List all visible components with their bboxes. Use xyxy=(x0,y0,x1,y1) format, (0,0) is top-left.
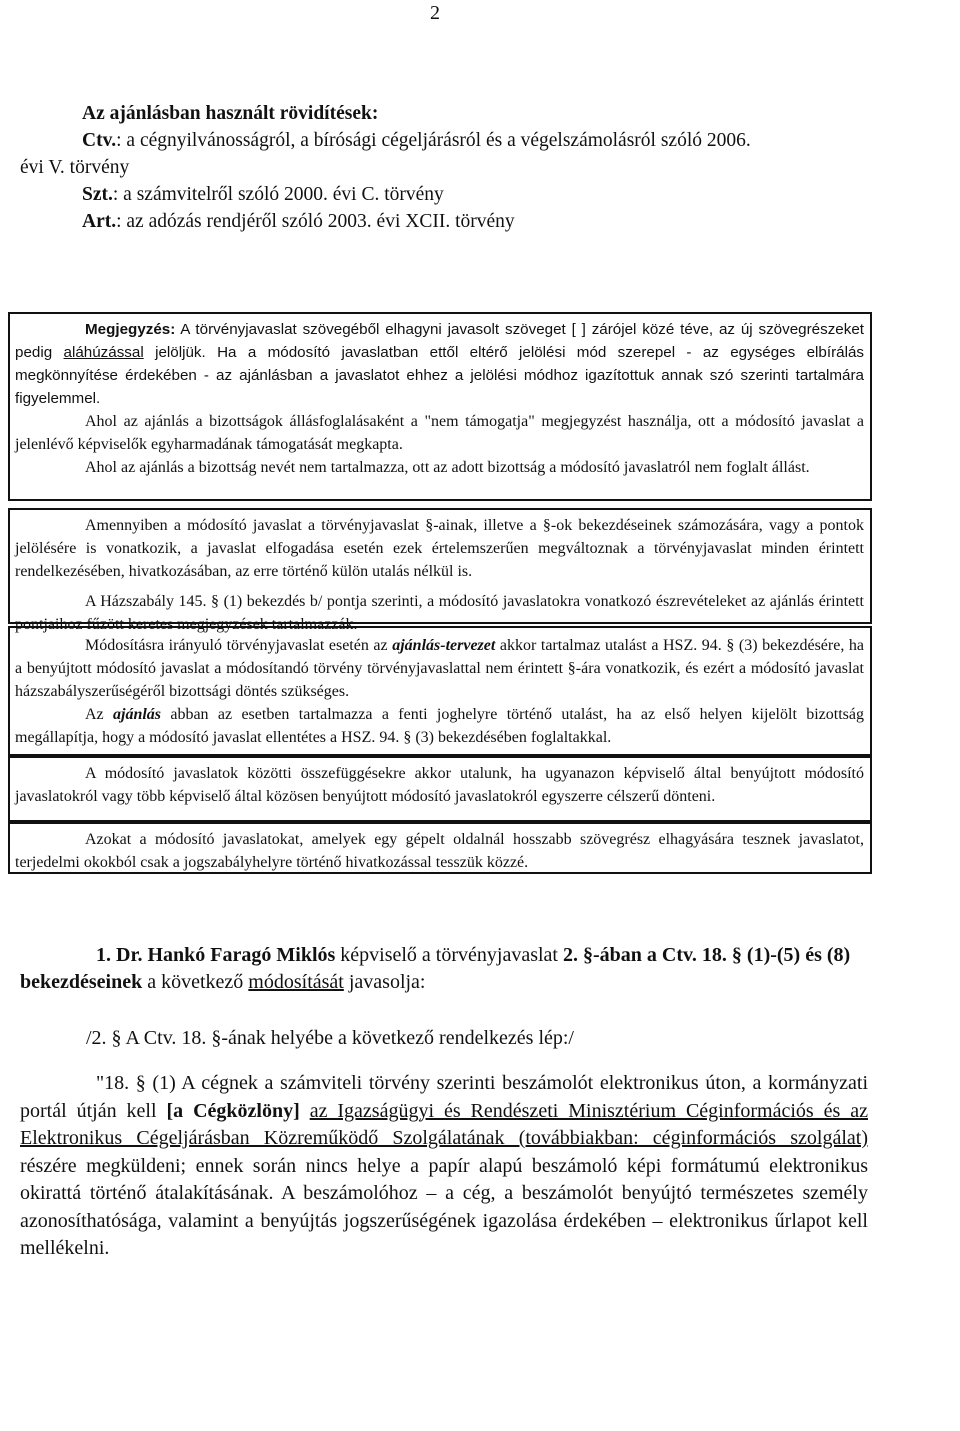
replacement-instruction: /2. § A Ctv. 18. §-ának helyébe a következő rendelkezés lép:/ xyxy=(86,1027,574,1049)
length-note-box xyxy=(8,822,872,874)
hsz-text-d: abban az esetben tartalmazza a fenti joghelyre történő utalást, ha az első helyen kijelölt bizottság megállapítja, hogy a módosító javaslat ellentétes a HSZ. 94. § (3) bekezdésében foglaltakkal. xyxy=(15,706,864,746)
section-18-text-c: részére megküldeni; ennek során nincs helye a papír alapú beszámoló képi formátumú elektronikus okirattá történő átalakításának. A beszámolóhoz – a cég, a beszámolót benyújtó természetes személy azonosíthatósága, valamint a benyújtás jogszerűségének igazolása érdekében – elektronikus űrlapot kell mellékelni. xyxy=(20,1154,868,1259)
note-text-a: A törvényjavaslat szövegéből elhagyni javasolt szöveget [ ] zárójel közé téve, az új szövegrészeket pedig xyxy=(15,321,864,361)
abbreviation-ctv-cont: évi V. törvény xyxy=(20,157,130,178)
relations-note-paragraph: A módosító javaslatok közötti összefüggésekre akkor utalunk, ha ugyanazon képviselő által benyújtott módosító javaslatokról vagy több képviselő által közösen benyújtott módosító javaslatokról egyszerre célszerű dönteni. xyxy=(15,765,864,805)
page-number: 2 xyxy=(430,2,440,24)
proposal-target: 2. §-ában a Ctv. 18. § (1)-(5) és (8) bekezdéseinek xyxy=(20,944,851,993)
note-paragraph-3: Ahol az ajánlás a bizottság nevét nem tartalmazza, ott az adott bizottság a módosító javaslatról nem foglalt állást. xyxy=(85,459,810,476)
abbreviations-heading: Az ajánlásban használt rövidítések: xyxy=(82,103,379,124)
hsz-recommendation-term: ajánlás xyxy=(113,706,162,723)
hsz-note-box xyxy=(8,626,872,756)
proposal-heading xyxy=(20,942,868,996)
hsz-text-b: akkor tartalmaz utalást a HSZ. 94. § (3) bekezdésére, ha a benyújtott módosító javaslat a módosítandó törvény törvényjavaslattal nem érintett §-ára vonatkozik, és ezért a módosító javaslat házszabályszerűségéről bizottsági döntés szükséges. xyxy=(15,637,865,700)
szt-key: Szt. xyxy=(82,184,113,205)
hsz-note-paragraph-2 xyxy=(15,703,864,749)
proposal-number: 1. xyxy=(96,944,111,966)
hsz-text-c: Az xyxy=(85,706,113,723)
note-underline-sample: aláhúzással xyxy=(63,344,144,361)
proposer-name: Dr. Hankó Faragó Miklós xyxy=(116,944,336,966)
hsz-note-paragraph-1 xyxy=(15,634,864,703)
note-paragraph-2: Ahol az ajánlás a bizottságok állásfoglalásaként a "nem támogatja" megjegyzést használja, ott a módosító javaslat a jelenlévő képviselők egyharmadának támogatását megkapta. xyxy=(15,413,864,453)
deleted-text: [a Cégközlöny] xyxy=(166,1099,300,1122)
proposal-text-2: a következő xyxy=(142,971,249,993)
note-box xyxy=(8,312,872,501)
numbering-note-paragraph: Amennyiben a módosító javaslat a törvényjavaslat §-ainak, illetve a §-ok bekezdéseinek számozására, vagy a pontok jelölésére is vonatkozik, a javaslat elfogadása esetén ezek értelemszerűen megváltoznak a törvényjavaslat minden érintett rendelkezésében, hivatkozásában, az erre történő külön utalás nélkül is. xyxy=(15,517,864,580)
hsz-text-a: Módosításra irányuló törvényjavaslat esetén az xyxy=(85,637,393,654)
length-note-paragraph: Azokat a módosító javaslatokat, amelyek egy gépelt oldalnál hosszabb szövegrész elhagyására tesznek javaslatot, terjedelmi okokból csak a jogszabályhelyre történő hivatkozással tesszük közzé. xyxy=(15,831,864,871)
section-18-text xyxy=(20,1070,868,1263)
note-label: Megjegyzés: xyxy=(85,321,176,338)
section-18-text-a: "18. § (1) A cégnek a számviteli törvény szerinti beszámolót elektronikus úton, a kormányzati portál útján kell xyxy=(20,1072,868,1122)
inserted-text: az Igazságügyi és Rendészeti Minisztérium Céginformációs és az Elektronikus Cégeljárásban Közreműködő Szolgálatának (továbbiakban: céginformációs szolgálat) xyxy=(20,1099,868,1149)
szt-text: : a számvitelről szóló 2000. évi C. törvény xyxy=(112,184,444,205)
house-rules-note-paragraph: A Házszabály 145. § (1) bekezdés b/ pontja szerinti, a módosító javaslatokra vonatkozó észrevételeket az ajánlás érintett pontjaihoz fűzött keretes megjegyzések tartalmazzák. xyxy=(15,593,864,633)
proposal-text-1: képviselő a törvényjavaslat xyxy=(335,944,563,966)
note-text-b: jelöljük. Ha a módosító javaslatban ettől eltérő jelölési mód szerepel - az egységes elbírálás megkönnyítése érdekében - az ajánlásban a javaslatot ehhez a jelölési módhoz igazítottuk annak szó szerinti tartalmára figyelemmel. xyxy=(15,344,864,407)
relations-note-box xyxy=(8,756,872,822)
abbreviation-szt xyxy=(82,181,870,208)
ctv-key: Ctv. xyxy=(82,130,117,151)
section-18-space xyxy=(300,1100,310,1122)
proposal-modification: módosítását xyxy=(248,971,344,993)
numbering-note-box xyxy=(8,508,872,633)
note-paragraph-1 xyxy=(15,318,864,410)
ctv-text: : a cégnyilvánosságról, a bírósági cégeljárásról és a végelszámolásról szóló 2006. xyxy=(116,130,751,151)
hsz-draft-term: ajánlás-tervezet xyxy=(392,637,496,654)
proposal-text-3: javasolja: xyxy=(343,971,426,993)
abbreviation-ctv xyxy=(82,127,870,154)
art-text: : az adózás rendjéről szóló 2003. évi XCII. törvény xyxy=(116,211,515,232)
abbreviations-block xyxy=(20,100,870,235)
art-key: Art. xyxy=(82,211,117,232)
abbreviation-art xyxy=(82,208,870,235)
